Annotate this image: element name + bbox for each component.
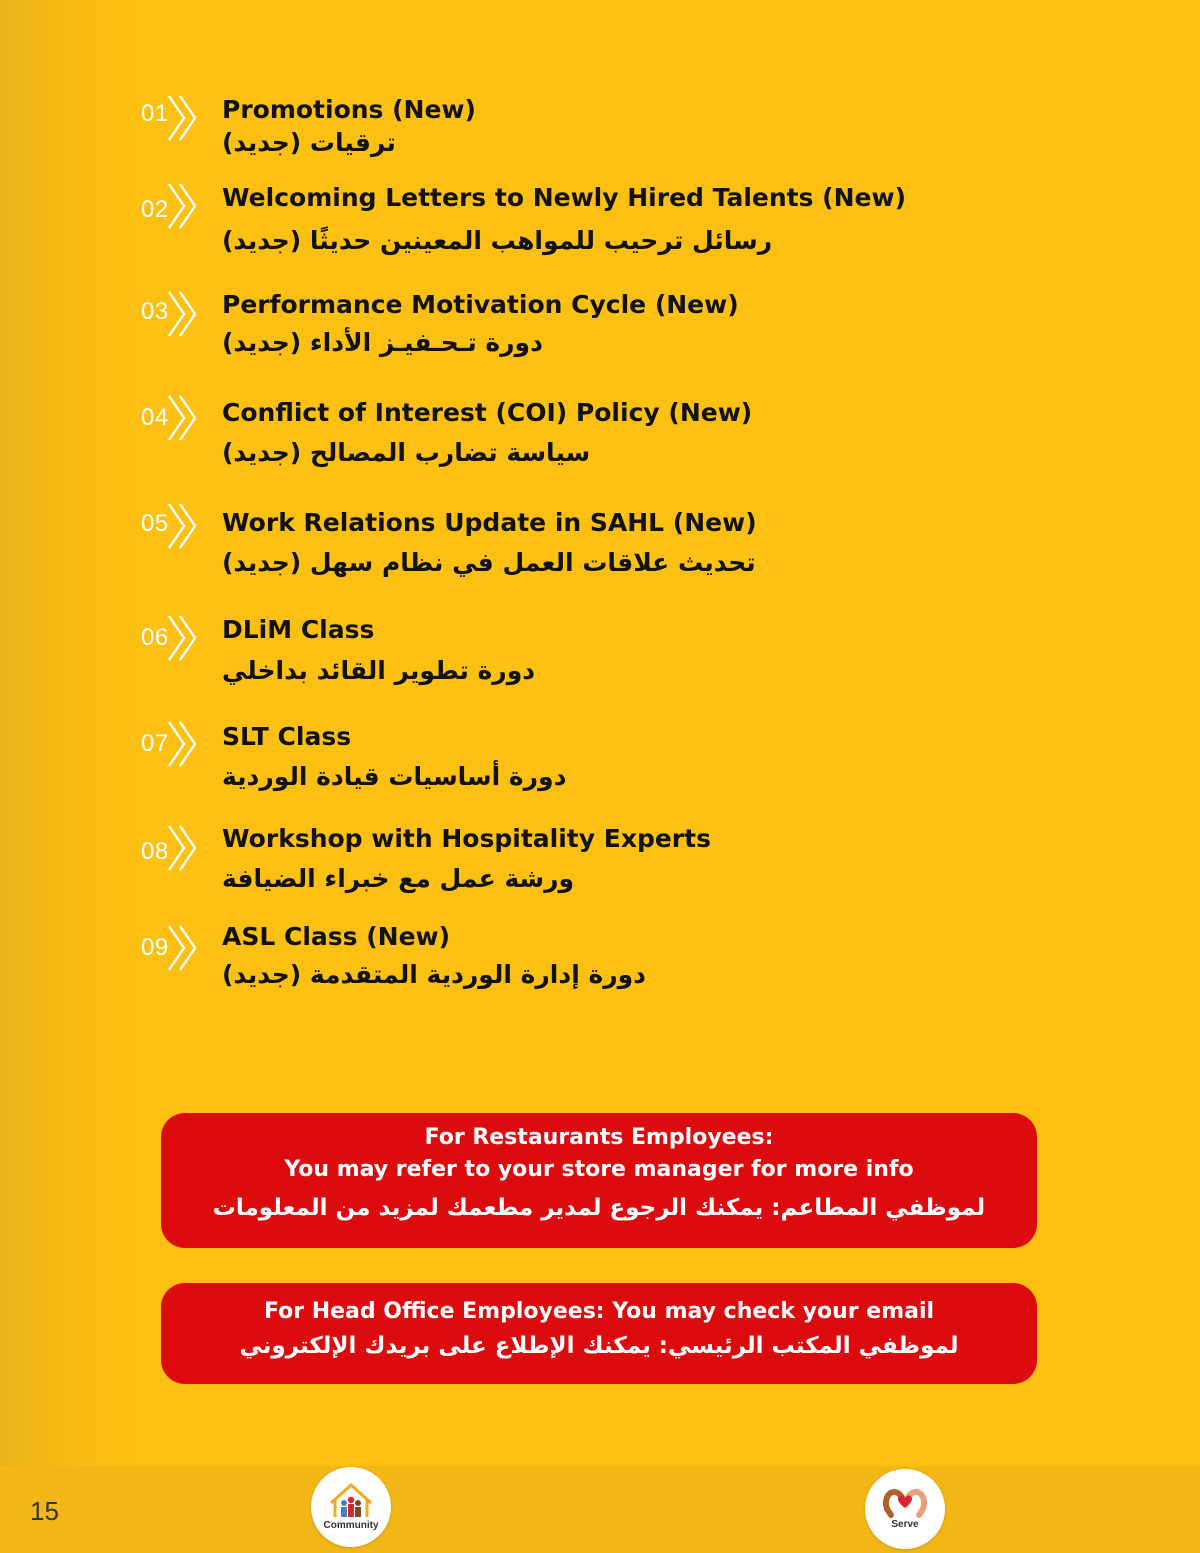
item-number: 05 bbox=[141, 510, 169, 537]
list-item bbox=[0, 288, 1200, 378]
item-title-ar: سياسة تضارب المصالح (جديد) bbox=[222, 438, 591, 467]
item-title-en: Workshop with Hospitality Experts bbox=[222, 824, 711, 853]
item-number: 02 bbox=[141, 196, 169, 223]
item-title-en: Promotions (New) bbox=[222, 95, 476, 124]
list-item bbox=[0, 822, 1200, 912]
item-number: 01 bbox=[141, 100, 169, 127]
item-title-en: ASL Class (New) bbox=[222, 922, 451, 951]
office-text-ar: لموظفي المكتب الرئيسي: يمكنك الإطلاع على بريدك الإلكتروني bbox=[239, 1333, 959, 1359]
chevron-right-icon bbox=[164, 392, 202, 444]
chevron-right-icon bbox=[164, 180, 202, 232]
item-title-ar: تحديث علاقات العمل في نظام سهل (جديد) bbox=[222, 548, 756, 577]
list-item bbox=[0, 92, 1200, 182]
list-item bbox=[0, 392, 1200, 482]
community-label: Community bbox=[323, 1520, 379, 1531]
item-number: 09 bbox=[141, 934, 169, 961]
chevron-right-icon bbox=[164, 92, 202, 144]
item-title-en: SLT Class bbox=[222, 722, 352, 751]
item-title-en: Welcoming Letters to Newly Hired Talents (New) bbox=[222, 183, 907, 212]
item-title-ar: دورة إدارة الوردية المتقدمة (جديد) bbox=[222, 960, 646, 989]
chevron-right-icon bbox=[164, 718, 202, 770]
page-number: 15 bbox=[30, 1496, 59, 1526]
chevron-right-icon bbox=[164, 822, 202, 874]
item-title-en: Conflict of Interest (COI) Policy (New) bbox=[222, 398, 753, 427]
item-title-en: Performance Motivation Cycle (New) bbox=[222, 290, 739, 319]
restaurants-text-en: You may refer to your store manager for more info bbox=[284, 1157, 914, 1182]
restaurants-info-box bbox=[161, 1113, 1037, 1248]
item-number: 04 bbox=[141, 404, 169, 431]
item-title-en: DLiM Class bbox=[222, 615, 375, 644]
item-title-ar: ورشة عمل مع خبراء الضيافة bbox=[222, 864, 575, 893]
item-title-ar: دورة أساسيات قيادة الوردية bbox=[222, 762, 567, 791]
item-title-ar: دورة تـحـفيـز الأداء (جديد) bbox=[222, 328, 543, 357]
restaurants-heading: For Restaurants Employees: bbox=[424, 1125, 774, 1150]
restaurants-text-ar: لموظفي المطاعم: يمكنك الرجوع لمدير مطعمك لمزيد من المعلومات bbox=[212, 1195, 986, 1221]
item-title-ar: دورة تطوير القائد بداخلي bbox=[222, 656, 536, 685]
chevron-right-icon bbox=[164, 922, 202, 974]
item-title-ar: رسائل ترحيب للمواهب المعينين حديثًا (جديد) bbox=[222, 226, 773, 255]
item-title-ar: ترقيات (جديد) bbox=[222, 128, 396, 157]
list-item bbox=[0, 180, 1200, 270]
item-number: 07 bbox=[141, 730, 169, 757]
serve-badge bbox=[865, 1469, 945, 1549]
list-item bbox=[0, 718, 1200, 808]
chevron-right-icon bbox=[164, 288, 202, 340]
community-badge bbox=[311, 1467, 391, 1547]
list-item bbox=[0, 612, 1200, 702]
chevron-right-icon bbox=[164, 500, 202, 552]
item-number: 08 bbox=[141, 838, 169, 865]
item-title-en: Work Relations Update in SAHL (New) bbox=[222, 508, 757, 537]
community-house-icon bbox=[311, 1467, 391, 1547]
office-text-en: For Head Office Employees: You may check your email bbox=[263, 1299, 935, 1324]
list-item bbox=[0, 922, 1200, 1012]
office-info-box bbox=[161, 1283, 1037, 1384]
footer-band bbox=[0, 1466, 1200, 1553]
chevron-right-icon bbox=[164, 612, 202, 664]
list-item bbox=[0, 500, 1200, 590]
heart-hands-icon bbox=[865, 1469, 945, 1549]
item-number: 06 bbox=[141, 624, 169, 651]
item-number: 03 bbox=[141, 298, 169, 325]
serve-label: Serve bbox=[891, 1519, 919, 1530]
